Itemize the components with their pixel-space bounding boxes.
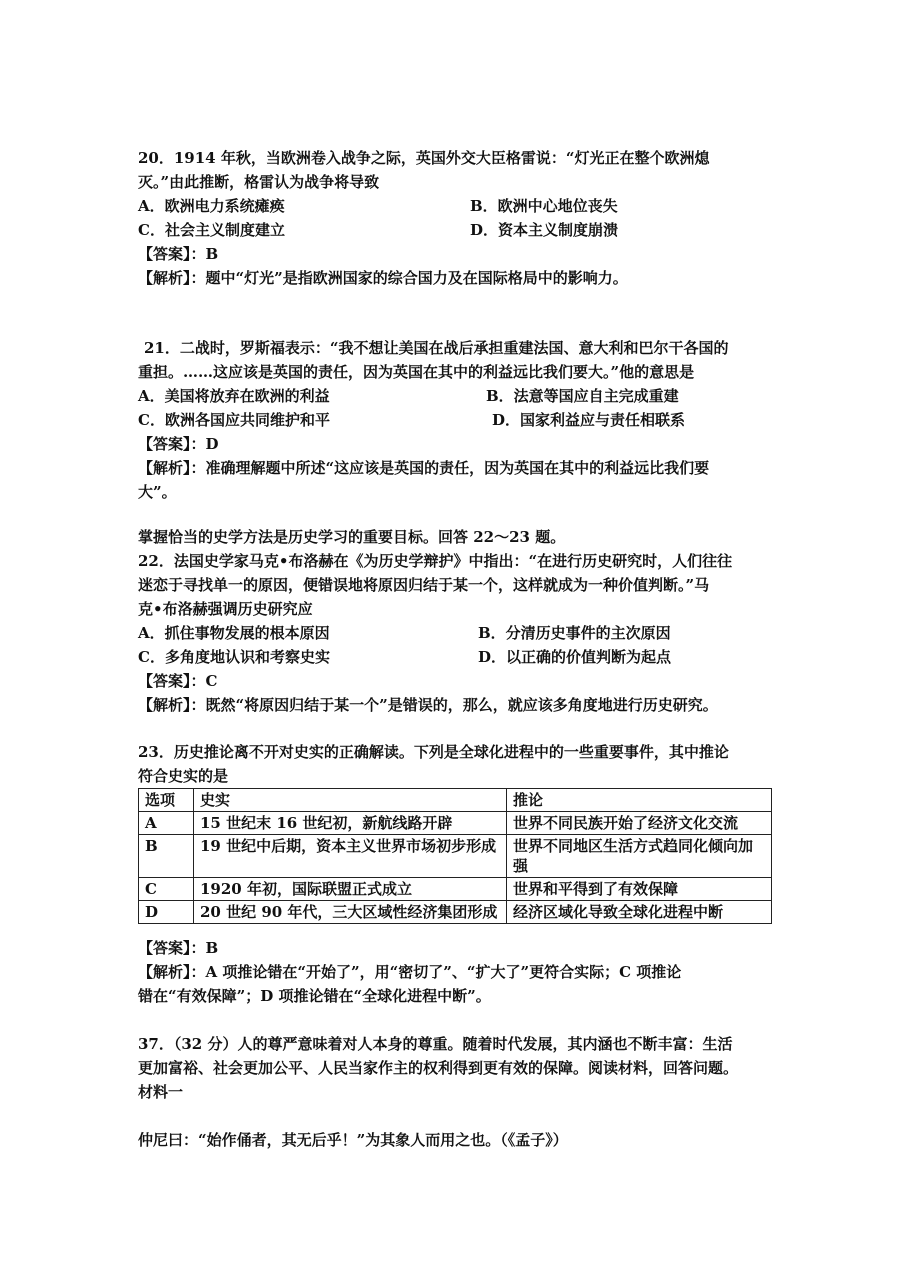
q20-option-a: A．欧洲电力系统瘫痪 [138, 197, 285, 215]
q22-stem-line3: 克•布洛赫强调历史研究应 [138, 600, 313, 618]
table-cell: B [139, 835, 194, 878]
q22-option-d: D．以正确的价值判断为起点 [478, 648, 672, 666]
table-cell: 15 世纪末 16 世纪初，新航线路开辟 [194, 812, 507, 835]
table-cell: C [139, 878, 194, 901]
q21-analysis-line2: 大”。 [138, 483, 177, 501]
q20-stem-line2: 灭。”由此推断，格雷认为战争将导致 [138, 173, 380, 191]
table-cell: 20 世纪 90 年代，三大区域性经济集团形成 [194, 901, 507, 924]
q37-stem-line2: 更加富裕、社会更加公平、人民当家作主的权利得到更有效的保障。阅读材料，回答问题。 [138, 1059, 739, 1077]
q20-answer: 【答案】：B [138, 245, 219, 263]
table-header-inference: 推论 [507, 789, 772, 812]
table-header-fact: 史实 [194, 789, 507, 812]
table-cell: 世界不同民族开始了经济文化交流 [507, 812, 772, 835]
q23-stem-line2: 符合史实的是 [138, 767, 229, 785]
q21-option-a: A．美国将放弃在欧洲的利益 [138, 387, 330, 405]
q23-stem-line1: 23．历史推论离不开对史实的正确解读。下列是全球化进程中的一些重要事件，其中推论 [138, 743, 729, 761]
q22-answer: 【答案】：C [138, 672, 218, 690]
table-row [139, 835, 772, 878]
q23-table [138, 788, 772, 924]
q22-stem-line2: 迷恋于寻找单一的原因，便错误地将原因归结于某一个，这样就成为一种价值判断。”马 [138, 576, 710, 594]
q21-option-c: C．欧洲各国应共同维护和平 [138, 411, 330, 429]
table-row [139, 901, 772, 924]
table-row [139, 878, 772, 901]
q22-option-b: B．分清历史事件的主次原因 [478, 624, 671, 642]
q21-option-d: D．国家利益应与责任相联系 [492, 411, 686, 429]
q22-analysis: 【解析】：既然“将原因归结于某一个”是错误的，那么，就应该多角度地进行历史研究。 [138, 696, 718, 714]
q20-stem-line1: 20．1914 年秋，当欧洲卷入战争之际，英国外交大臣格雷说：“灯光正在整个欧洲熄 [138, 149, 710, 167]
q23-analysis-line2: 错在“有效保障”；D 项推论错在“全球化进程中断”。 [138, 987, 491, 1005]
table-header-option: 选项 [139, 789, 194, 812]
table-header-row [139, 789, 772, 812]
q23-answer: 【答案】：B [138, 939, 219, 957]
q21-stem-line1: 21．二战时，罗斯福表示：“我不想让美国在战后承担重建法国、意大利和巴尔干各国的 [144, 339, 729, 357]
q21-answer: 【答案】：D [138, 435, 219, 453]
q20-option-d: D．资本主义制度崩溃 [470, 221, 619, 239]
section-intro: 掌握恰当的史学方法是历史学习的重要目标。回答 22～23 题。 [138, 528, 566, 546]
table-cell: 世界不同地区生活方式趋同化倾向加强 [507, 835, 772, 878]
q20-option-b: B．欧洲中心地位丧失 [470, 197, 618, 215]
q37-material-label: 材料一 [138, 1083, 184, 1101]
q22-option-c: C．多角度地认识和考察史实 [138, 648, 330, 666]
q22-stem-line1: 22．法国史学家马克•布洛赫在《为历史学辩护》中指出：“在进行历史研究时，人们往往 [138, 552, 733, 570]
q20-analysis: 【解析】：题中“灯光”是指欧洲国家的综合国力及在国际格局中的影响力。 [138, 269, 628, 287]
table-cell: D [139, 901, 194, 924]
table-row [139, 812, 772, 835]
table-cell: 1920 年初，国际联盟正式成立 [194, 878, 507, 901]
q23-analysis-line1: 【解析】：A 项推论错在“开始了”，用“密切了”、“扩大了”更符合实际；C 项推论 [138, 963, 682, 981]
q22-option-a: A．抓住事物发展的根本原因 [138, 624, 330, 642]
table-cell: 19 世纪中后期，资本主义世界市场初步形成 [194, 835, 507, 878]
table-cell: 经济区域化导致全球化进程中断 [507, 901, 772, 924]
q37-material-quote: 仲尼曰：“始作俑者，其无后乎！”为其象人而用之也。（《孟子》） [138, 1131, 568, 1149]
q21-stem-line2: 重担。……这应该是英国的责任，因为英国在其中的利益远比我们要大。”他的意思是 [138, 363, 695, 381]
table-cell: 世界和平得到了有效保障 [507, 878, 772, 901]
q20-option-c: C．社会主义制度建立 [138, 221, 285, 239]
q21-option-b: B．法意等国应自主完成重建 [486, 387, 679, 405]
q37-stem-line1: 37．（32 分）人的尊严意味着对人本身的尊重。随着时代发展，其内涵也不断丰富：生活 [138, 1035, 733, 1053]
table-cell: A [139, 812, 194, 835]
q21-analysis-line1: 【解析】：准确理解题中所述“这应该是英国的责任，因为英国在其中的利益远比我们要 [138, 459, 710, 477]
